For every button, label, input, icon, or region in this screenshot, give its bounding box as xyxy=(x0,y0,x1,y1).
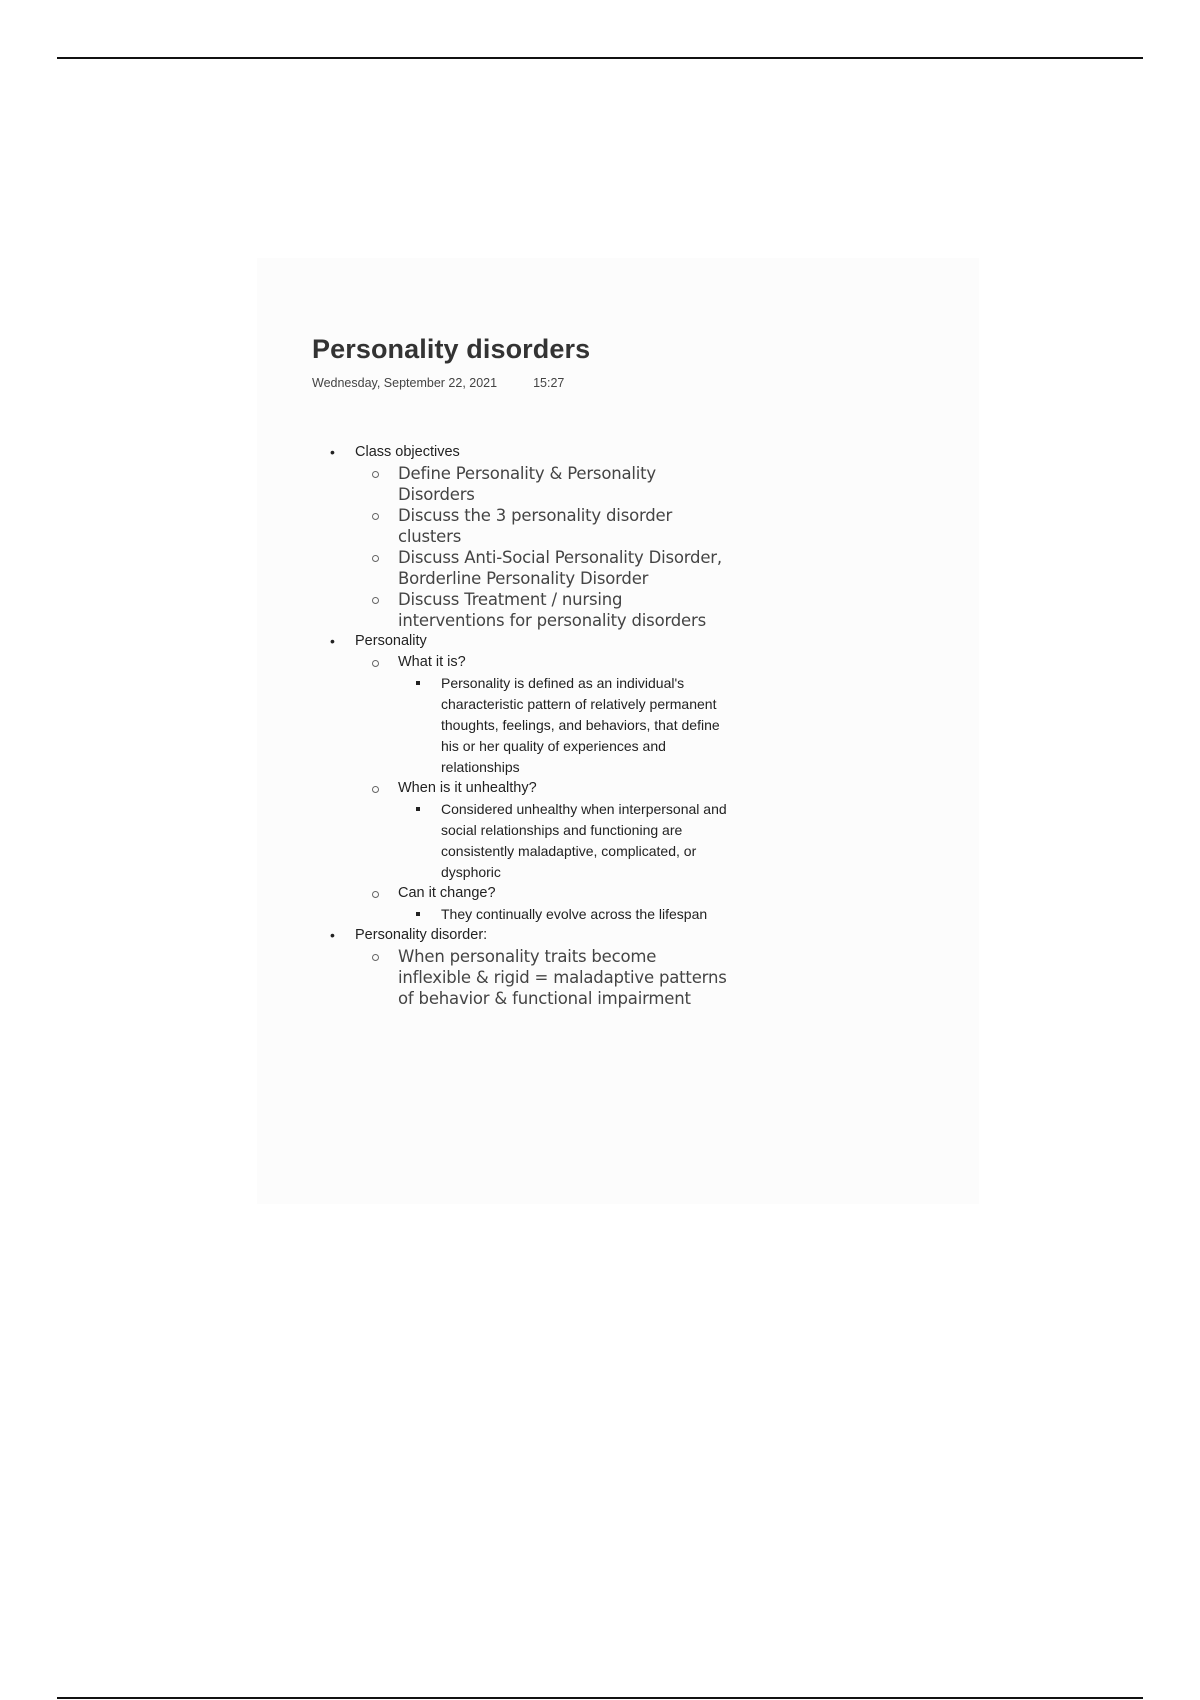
outline-heading: Personality disorder: xyxy=(355,926,488,943)
note-date: Wednesday, September 22, 2021 xyxy=(312,376,498,390)
question-label: What it is? xyxy=(398,653,466,670)
personality-questions xyxy=(355,652,732,925)
note-page xyxy=(257,258,979,1204)
list-item-personality-disorder xyxy=(312,925,732,1009)
list-item: Discuss the 3 personality disorder clusters xyxy=(355,505,732,547)
list-item-personality xyxy=(312,631,732,925)
list-item: Discuss Anti-Social Personality Disorder, Borderline Personality Disorder xyxy=(355,547,732,589)
footer-rule xyxy=(57,1697,1143,1699)
header-rule xyxy=(57,57,1143,59)
list-item: Discuss Treatment / nursing interventions for personality disorders xyxy=(355,589,732,631)
objectives-list xyxy=(355,463,732,631)
list-item xyxy=(355,883,732,925)
note-title: Personality disorders xyxy=(312,334,591,364)
list-item xyxy=(355,778,732,883)
note-content xyxy=(312,336,732,1009)
answer-list xyxy=(398,904,732,925)
outline-list xyxy=(312,442,732,1009)
list-item-class-objectives xyxy=(312,442,732,631)
note-time: 15:27 xyxy=(533,376,565,390)
list-item xyxy=(355,652,732,778)
list-item: Considered unhealthy when interpersonal and social relationships and functioning are consistently maladaptive, complicated, or dysphoric xyxy=(398,799,732,883)
disorder-list xyxy=(355,946,732,1009)
outline-heading: Class objectives xyxy=(355,443,460,460)
answer-list xyxy=(398,673,732,778)
outline-heading: Personality xyxy=(355,632,427,649)
list-item: Personality is defined as an individual's characteristic pattern of relatively permanent thoughts, feelings, and behaviors, that define his or her quality of experiences and relationships xyxy=(398,673,732,778)
answer-list xyxy=(398,799,732,883)
question-label: Can it change? xyxy=(398,884,496,901)
note-timestamp xyxy=(312,377,732,390)
list-item: Define Personality & Personality Disorders xyxy=(355,463,732,505)
list-item: They continually evolve across the lifespan xyxy=(398,904,732,925)
question-label: When is it unhealthy? xyxy=(398,779,537,796)
list-item: When personality traits become inflexible & rigid = maladaptive patterns of behavior & functional impairment xyxy=(355,946,732,1009)
